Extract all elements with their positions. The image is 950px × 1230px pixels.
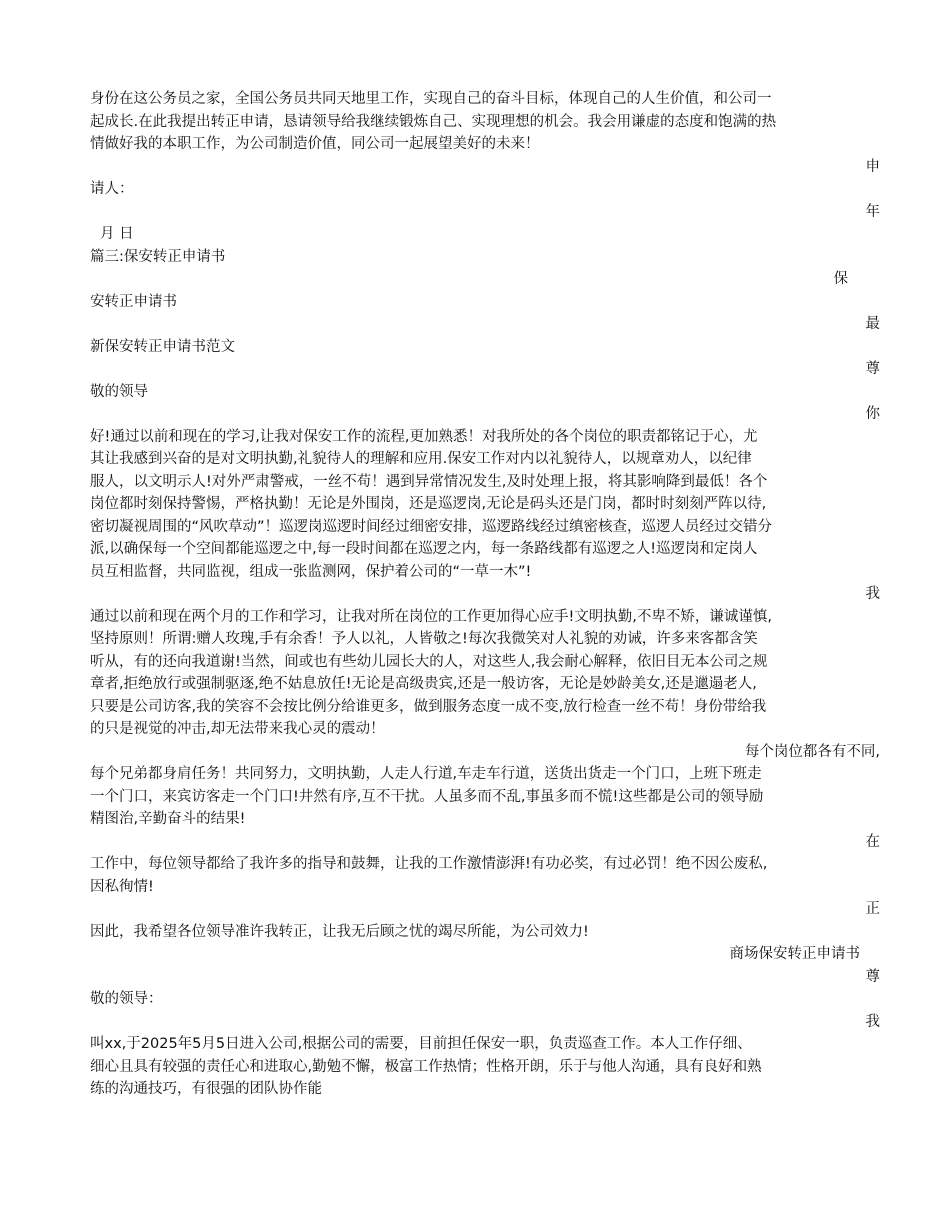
wrapped-char-line: 我	[865, 586, 880, 602]
paragraph-line: 员互相监督，共同监视，组成一张监测网，保护着公司的“一草一木”!	[90, 563, 532, 580]
salutation: 敬的领导：	[90, 991, 163, 1007]
paragraph-line: 因此，我希望各位领导准许我转正，让我无后顾之忧的竭尽所能，为公司效力!	[90, 923, 589, 940]
paragraph-line: 身份在这公务员之家，全国公务员共同天地里工作，实现自己的奋斗目标，体现自己的人生价值，和公司一	[90, 91, 772, 107]
wrapped-char-line: 在	[865, 833, 880, 850]
paragraph-line: 细心且具有较强的责任心和进取心,勤勉不懈，极富工作热情；性格开朗，乐于与他人沟通，具有良好和熟	[90, 1058, 762, 1075]
paragraph-line: 叫xx,于2025年5月5日进入公司,根据公司的需要，目前担任保安一职，负责巡查工作。本人工作仔细、	[90, 1036, 752, 1052]
paragraph-line: 好!通过以前和现在的学习,让我对保安工作的流程,更加熟悉！对我所处的各个岗位的职责都铭记于心，尤	[90, 428, 758, 445]
wrapped-char-line: 正	[865, 901, 880, 917]
wrapped-char-line: 我	[865, 1013, 880, 1030]
paragraph-line: 因私徇情!	[90, 878, 154, 895]
paragraph-line: 一个门口，来宾访客走一个门口!井然有序,互不干扰。人虽多而不乱,事虽多而不慌!这些都是公司的领导励	[90, 788, 764, 805]
wrapped-char-line: 最	[865, 316, 880, 332]
date-line: 月 日	[100, 226, 134, 242]
section-heading: 商场保安转正申请书	[729, 946, 860, 962]
paragraph-line: 精图治,辛勤奋斗的结果!	[90, 811, 246, 827]
wrapped-phrase-line: 每个岗位都各有不同,	[744, 743, 880, 760]
document-title: 安转正申请书	[90, 293, 177, 310]
paragraph-line: 通过以前和现在两个月的工作和学习，让我对所在岗位的工作更加得心应手!文明执勤,不卑不矫，谦诚谨慎,	[90, 608, 773, 625]
paragraph-line: 工作中，每位领导都给了我许多的指导和鼓舞，让我的工作激情澎湃!有功必奖，有过必罚！绝不因公废私,	[90, 856, 768, 872]
paragraph-line: 只要是公司访客,我的笑容不会按比例分给谁更多，做到服务态度一成不变,放行检查一丝不苟！身份带给我	[90, 698, 767, 715]
paragraph-line: 的只是视觉的冲击,却无法带来我心灵的震动！	[90, 721, 385, 737]
wrapped-char-line: 尊	[865, 361, 880, 377]
wrapped-char-line: 保	[833, 271, 848, 287]
wrapped-char-line: 年	[865, 203, 880, 220]
section-heading: 篇三:保安转正申请书	[90, 248, 226, 265]
document-subtitle: 新保安转正申请书范文	[90, 338, 235, 355]
document-body	[90, 88, 880, 1101]
paragraph-line: 练的沟通技巧，有很强的团队协作能	[90, 1081, 322, 1097]
paragraph-line: 情做好我的本职工作，为公司制造价值，同公司一起展望美好的未来！	[90, 136, 540, 152]
paragraph-line: 派,以确保每一个空间都能巡逻之中,每一段时间都在巡逻之内，每一条路线都有巡逻之人!巡逻岗和定岗人	[90, 541, 758, 557]
paragraph-line: 其让我感到兴奋的是对文明执勤,礼貌待人的理解和应用.保安工作对内以礼貌待人，以规章劝人，以纪律	[90, 451, 752, 467]
paragraph-line: 听从，有的还向我道谢!当然，间或也有些幼儿园长大的人，对这些人,我会耐心解释，依旧目无本公司之规	[90, 653, 768, 670]
paragraph-line: 请人：	[90, 181, 134, 197]
paragraph-line: 坚持原则！所谓:赠人玫瑰,手有余香！予人以礼，人皆敬之!每次我微笑对人礼貌的劝诫，许多来客都含笑	[90, 631, 758, 647]
paragraph-line: 每个兄弟都身肩任务！共同努力，文明执勤，人走人行道,车走车行道，送货出货走一个门口，上班下班走	[90, 766, 762, 782]
paragraph-line: 章者,拒绝放行或强制驱逐,绝不姑息放任!无论是高级贵宾,还是一般访客，无论是妙龄美女,还是邋遢老人,	[90, 676, 757, 692]
paragraph-line: 起成长.在此我提出转正申请，恳请领导给我继续锻炼自己、实现理想的机会。我会用谦虚的态度和饱满的热	[90, 113, 777, 130]
paragraph-line: 服人，以文明示人!对外严肃警戒，一丝不苟！遇到异常情况发生,及时处理上报，将其影响降到最低！各个	[90, 473, 768, 490]
salutation: 敬的领导	[90, 383, 148, 400]
wrapped-char-line: 申	[865, 158, 880, 175]
wrapped-char-line: 你	[865, 406, 880, 422]
paragraph-line: 密切凝视周围的“风吹草动”！巡逻岗巡逻时间经过细密安排，巡逻路线经过缜密核查，巡逻人员经过交错分	[90, 518, 773, 535]
wrapped-char-line: 尊	[865, 968, 880, 985]
paragraph-line: 岗位都时刻保持警惕，严格执勤！无论是外围岗，还是巡逻岗,无论是码头还是门岗，都时时刻刻严阵以待,	[90, 496, 767, 512]
